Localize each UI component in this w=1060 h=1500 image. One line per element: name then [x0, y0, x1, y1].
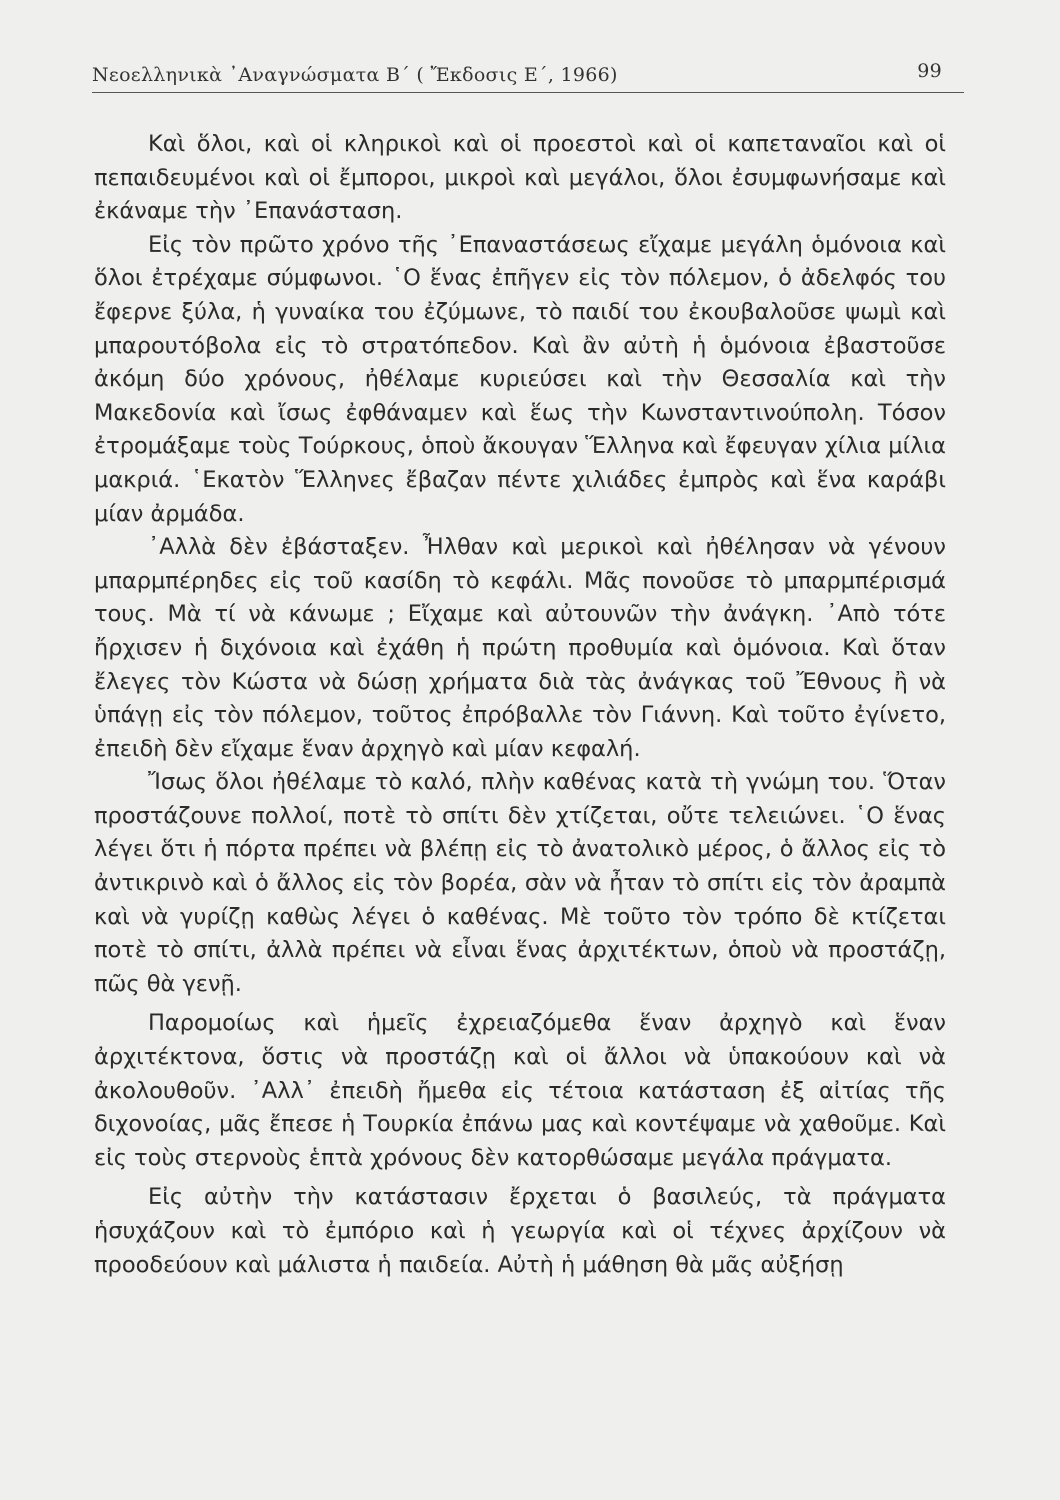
- header-title: Νεοελληνικὰ ᾿Αναγνώσματα Β΄ ( Ἔκδοσις Ε΄, 1966): [92, 64, 618, 86]
- paragraph-2: Εἰς τὸν πρῶτο χρόνο τῆς ᾿Επαναστάσεως εἴχαμε μεγάλη ὁμόνοια καὶ ὅλοι ἐτρέχαμε σύμφωνοι. ῾Ο ἕνας ἐπῆγεν εἰς τὸν πόλεμον, ὁ ἀδελφός του ἔφερνε ξύλα, ἡ γυναίκα του ἐζύμωνε, τὸ παιδί του ἐκουβαλοῦσε ψωμὶ καὶ μπαρουτόβολα εἰς τὸ στρατόπεδον. Καὶ ἂν αὐτὴ ἡ ὁμόνοια ἐβαστοῦσε ἀκόμη δύο χρόνους, ἠθέλαμε κυριεύσει καὶ τὴν Θεσσαλία καὶ τὴν Μακεδονία καὶ ἴσως ἐφθάναμεν καὶ ἕως τὴν Κωνσταντινούπολη. Τόσον ἐτρομάξαμε τοὺς Τούρκους, ὁποὺ ἄκουγαν Ἕλληνα καὶ ἔφευγαν χίλια μίλια μακριά. ῾Εκατὸν Ἕλληνες ἔβαζαν πέντε χιλιάδες ἐμπρὸς καὶ ἕνα καράβι μίαν ἀρμάδα.: [94, 231, 946, 527]
- paragraph-1: Καὶ ὅλοι, καὶ οἱ κληρικοὶ καὶ οἱ προεστοὶ καὶ οἱ καπεταναῖοι καὶ οἱ πεπαιδευμένοι καὶ οἱ ἔμποροι, μικροὶ καὶ μεγάλοι, ὅλοι ἐσυμφωνήσαμε καὶ ἐκάναμε τὴν ᾿Επανάσταση.: [94, 131, 946, 225]
- header-rule: [92, 92, 964, 93]
- paragraph-4: Ἴσως ὅλοι ἠθέλαμε τὸ καλό, πλὴν καθένας κατὰ τὴ γνώμη του. Ὅταν προστάζουνε πολλοί, ποτὲ τὸ σπίτι δὲν χτίζεται, οὔτε τελειώνει. ῾Ο ἕνας λέγει ὅτι ἡ πόρτα πρέπει νὰ βλέπῃ εἰς τὸ ἀνατολικὸ μέρος, ὁ ἄλλος εἰς τὸ ἀντικρινὸ καὶ ὁ ἄλλος εἰς τὸν βορέα, σὰν νὰ ἦταν τὸ σπίτι εἰς τὸν ἀραμπὰ καὶ νὰ γυρίζῃ καθὼς λέγει ὁ καθένας. Μὲ τοῦτο τὸν τρόπο δὲ κτίζεται ποτὲ τὸ σπίτι, ἀλλὰ πρέπει νὰ εἶναι ἕνας ἀρχιτέκτων, ὁποὺ νὰ προστάζῃ, πῶς θὰ γενῇ.: [94, 769, 946, 997]
- paragraph-5: Παρομοίως καὶ ἡμεῖς ἐχρειαζόμεθα ἕναν ἀρχηγὸ καὶ ἕναν ἀρχιτέκτονα, ὅστις νὰ προστάζῃ καὶ οἱ ἄλλοι νὰ ὑπακούουν καὶ νὰ ἀκολουθοῦν. ᾿Αλλ᾿ ἐπειδὴ ἤμεθα εἰς τέτοια κατάσταση ἐξ αἰτίας τῆς διχονοίας, μᾶς ἔπεσε ἡ Τουρκία ἐπάνω μας καὶ κοντέψαμε νὰ χαθοῦμε. Καὶ εἰς τοὺς στερνοὺς ἑπτὰ χρόνους δὲν κατορθώσαμε μεγάλα πράγματα.: [94, 1010, 946, 1171]
- body-text: [94, 128, 946, 1282]
- paragraph-3: ᾿Αλλὰ δὲν ἐβάσταξεν. Ἦλθαν καὶ μερικοὶ καὶ ἠθέλησαν νὰ γένουν μπαρμπέρηδες εἰς τοῦ κασίδη τὸ κεφάλι. Μᾶς πονοῦσε τὸ μπαρμπέρισμά τους. Μὰ τί νὰ κάνωμε ; Εἴχαμε καὶ αὐτουνῶν τὴν ἀνάγκη. ᾿Απὸ τότε ἤρχισεν ἡ διχόνοια καὶ ἐχάθη ἡ πρώτη προθυμία καὶ ὁμόνοια. Καὶ ὅταν ἔλεγες τὸν Κώστα νὰ δώσῃ χρήματα διὰ τὰς ἀνάγκας τοῦ Ἔθνους ἢ νὰ ὑπάγῃ εἰς τὸν πόλεμον, τοῦτος ἐπρόβαλλε τὸν Γιάννη. Καὶ τοῦτο ἐγίνετο, ἐπειδὴ δὲν εἴχαμε ἕναν ἀρχηγὸ καὶ μίαν κεφαλή.: [94, 534, 946, 762]
- paragraph-6: Εἰς αὐτὴν τὴν κατάστασιν ἔρχεται ὁ βασιλεύς, τὰ πράγματα ἡσυχάζουν καὶ τὸ ἐμπόριο καὶ ἡ γεωργία καὶ οἱ τέχνες ἀρχίζουν νὰ προοδεύουν καὶ μάλιστα ἡ παιδεία. Αὐτὴ ἡ μάθηση θὰ μᾶς αὐξήσῃ: [94, 1184, 946, 1278]
- page-number: 99: [917, 60, 942, 82]
- running-header: [92, 58, 964, 92]
